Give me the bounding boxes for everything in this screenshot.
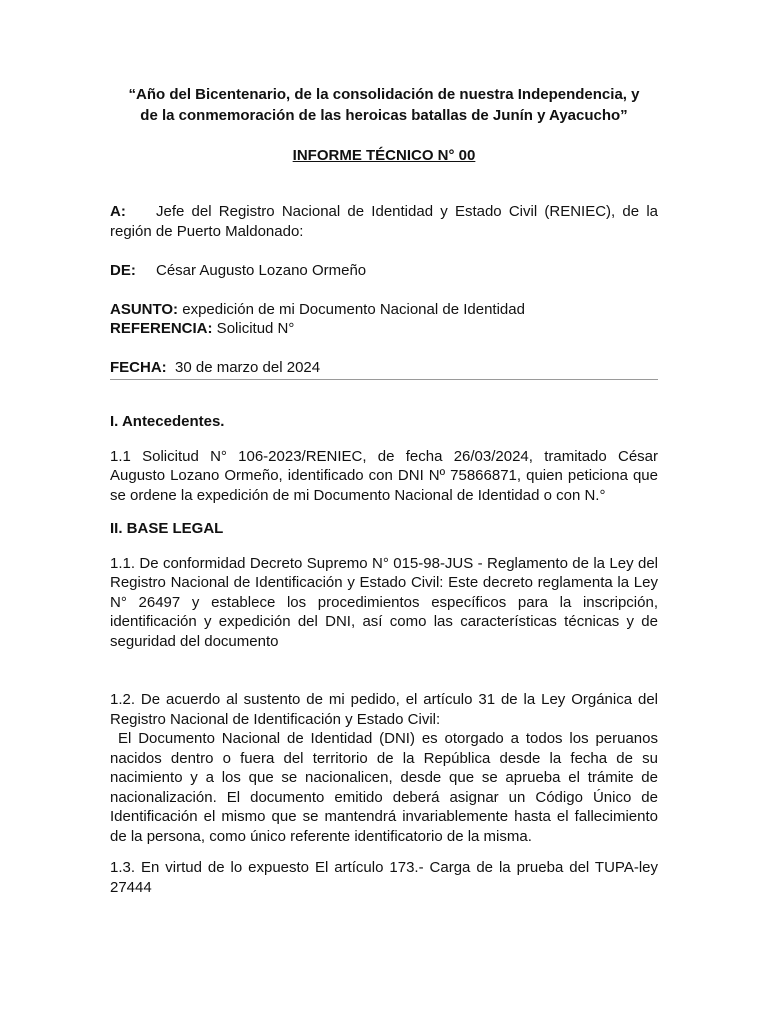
base-legal-paragraph-1: 1.1. De conformidad Decreto Supremo N° 015-98-JUS - Reglamento de la Ley del Registro Nacional de Identificación y Estado Civil: Este decreto reglamenta la Ley N° 26497 y establece los procedimientos específicos para la inscripción, identificación y expedición del DNI, así como las características técnicas y de seguridad del documento: [110, 554, 658, 650]
antecedentes-paragraph: 1.1 Solicitud N° 106-2023/RENIEC, de fecha 26/03/2024, tramitado César Augusto Lozano Ormeño, identificado con DNI Nº 75866871, quien peticiona que se ordene la expedición de mi Documento Nacional de Identidad o con N.°: [110, 447, 658, 504]
subject-value: expedición de mi Documento Nacional de Identidad: [178, 300, 525, 318]
date-label: FECHA:: [110, 358, 167, 376]
recipient-label: A:: [110, 203, 126, 220]
reference-value: Solicitud N°: [212, 320, 295, 337]
base-legal-paragraph-3: 1.3. En virtud de lo expuesto El artículo 173.- Carga de la prueba del TUPA-ley 27444: [110, 859, 658, 896]
subject-label: ASUNTO:: [110, 300, 179, 318]
sender-label: DE:: [110, 262, 136, 279]
field-sender: [110, 261, 658, 281]
motto-line-1: “Año del Bicentenario, de la consolidación de nuestra Independencia, y: [128, 86, 640, 103]
base-legal-paragraph-2-intro: 1.2. De acuerdo al sustento de mi pedido, el artículo 31 de la Ley Orgánica del Registro Nacional de Identificación y Estado Civil:: [110, 691, 658, 728]
sender-value: César Augusto Lozano Ormeño: [156, 262, 367, 279]
header-motto: [110, 84, 658, 126]
motto-line-2: de la conmemoración de las heroicas batallas de Junín y Ayacucho”: [140, 107, 628, 124]
section-heading-base-legal: II. BASE LEGAL: [110, 520, 224, 537]
document-body: [110, 84, 658, 897]
section-heading-antecedentes: I. Antecedentes.: [110, 413, 225, 430]
field-subject: [110, 300, 658, 339]
field-date: [110, 358, 658, 381]
base-legal-paragraph-2-quote: El Documento Nacional de Identidad (DNI) es otorgado a todos los peruanos nacidos dentro o fuera del territorio de la República desde la fecha de su nacimiento y a los que se nacionalicen, desde que se aprueba el trámite de nacionalización. El documento emitido deberá asignar un Código Único de Identificación el mismo que se mantendrá invariablemente hasta el fallecimiento de la persona, como único referente identificatorio de la misma.: [110, 730, 658, 845]
report-title: INFORME TÉCNICO N° 00: [292, 147, 476, 164]
date-value: 30 de marzo del 2024: [166, 358, 321, 376]
field-recipient: [110, 202, 658, 241]
reference-label: REFERENCIA:: [110, 320, 213, 337]
recipient-value: Jefe del Registro Nacional de Identidad y Estado Civil (RENIEC), de la región de Puerto Maldonado:: [110, 203, 658, 240]
base-legal-paragraph-2: [110, 690, 658, 846]
